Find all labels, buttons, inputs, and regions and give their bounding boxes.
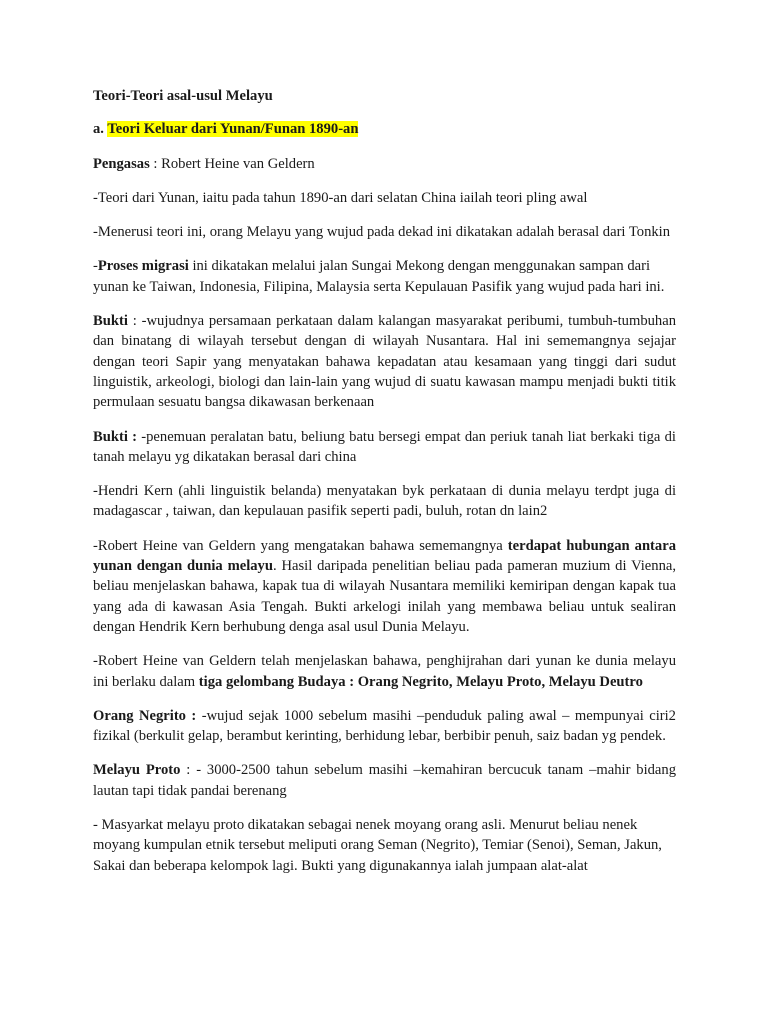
paragraph-bukti-1 (93, 311, 676, 412)
paragraph-menerusi-teori: -Menerusi teori ini, orang Melayu yang wujud pada dekad ini dikatakan adalah berasal dari Tonkin (93, 224, 671, 241)
orang-negrito-text: -wujud sejak 1000 sebelum masihi –penduduk paling awal – mempunyai ciri2 fizikal (berkulit gelap, berambut kerinting, berhidung lebar, berbibir penuh, saiz badan yg pendek. (93, 707, 676, 745)
robert-heine-1-text2: . Hasil daripada penelitian beliau pada pameran muzium di Vienna, beliau menjelaskan bahawa, kapak tua di wilayah Nusantara memiliki kemiripan dengan kapak tua yang ada di kawasan Asia Tengah. Bukti arkelogi inilah yang membawa beliau untuk sealiran dengan Hendrik Kern berhubung denga asal usul Dunia Melayu. (93, 558, 676, 635)
paragraph-masyarakat-proto: - Masyarkat melayu proto dikatakan sebagai nenek moyang orang asli. Menurut beliau nenek moyang kumpulan etnik tersebut meliputi orang Seman (Negrito), Temiar (Senoi), Seman, Jakun, Sakai dan beberapa kelompok lagi. Bukti yang digunakannya ialah jumpaan alat-alat (93, 817, 662, 874)
bukti-1-label: Bukti (93, 313, 128, 330)
melayu-proto-text: : - 3000-2500 tahun sebelum masihi –kemahiran bercucuk tanam –mahir bidang lautan tapi tidak pandai berenang (93, 762, 676, 799)
document-body (93, 86, 676, 890)
paragraph-proses-migrasi (93, 256, 676, 297)
section-a-label: a. (93, 121, 108, 138)
paragraph-hendri-kern: -Hendri Kern (ahli linguistik belanda) menyatakan byk perkataan di dunia melayu terdpt juga di madagascar , taiwan, dan kepulauan pasifik seperti padi, buluh, rotan dn lain2 (93, 483, 676, 520)
robert-heine-1-text1: -Robert Heine van Geldern yang mengatakan bahawa sememangnya (93, 537, 508, 554)
paragraph-robert-heine-1 (93, 536, 676, 637)
proses-prefix: - (93, 258, 98, 275)
document-title: Teori-Teori asal-usul Melayu (93, 88, 273, 104)
section-a-highlighted-heading: Teori Keluar dari Yunan/Funan 1890-an (107, 121, 359, 138)
paragraph-teori-yunan: -Teori dari Yunan, iaitu pada tahun 1890-an dari selatan China iailah teori pling awal (93, 189, 588, 206)
pengasas-name: Robert Heine van Geldern (161, 155, 315, 172)
paragraph-robert-heine-2 (93, 651, 676, 692)
pengasas-separator: : (149, 155, 162, 172)
melayu-proto-label: Melayu Proto (93, 762, 181, 779)
proses-migrasi-text: ini dikatakan melalui jalan Sungai Mekong dengan menggunakan sampan dari yunan ke Taiwan, Indonesia, Filipina, Malaysia serta Kepulauan Pasifik yang wujud pada hari ini. (93, 258, 665, 295)
bukti-2-label: Bukti : (93, 428, 142, 445)
paragraph-melayu-proto (93, 760, 676, 801)
bukti-1-text: : -wujudnya persamaan perkataan dalam kalangan masyarakat peribumi, tumbuh-tumbuhan dan binatang di wilayah tersebut dengan di wilayah Nusantara. Hal ini sememangnya sejajar dengan teori Sapir yang menyatakan bahawa kepadatan atau kesamaan yang tinggi dari sudut linguistik, arkeologi, biologi dan lain-lain yang wujud di suatu kawasan mampu menjadi bukti titik permulaan sesuatu bangsa dikawasan berkenaan (93, 313, 676, 411)
pengasas-label: Pengasas (93, 155, 150, 172)
proses-migrasi-bold: Proses migrasi (97, 258, 189, 275)
paragraph-bukti-2 (93, 427, 676, 468)
section-a-heading (93, 119, 676, 139)
bukti-2-text: -penemuan peralatan batu, beliung batu bersegi empat dan periuk tanah liat berkaki tiga di tanah melayu yg dikatakan berasal dari china (93, 428, 676, 465)
robert-heine-2-bold: tiga gelombang Budaya : Orang Negrito, Melayu Proto, Melayu Deutro (198, 673, 643, 690)
pengasas-line (93, 154, 676, 174)
robert-heine-2-text: -Robert Heine van Geldern telah menjelaskan bahawa, penghijrahan dari yunan ke dunia melayu ini berlaku dalam (93, 653, 676, 690)
paragraph-orang-negrito (93, 706, 676, 747)
robert-heine-1-bold: terdapat hubungan antara yunan dengan dunia melayu (93, 537, 676, 575)
orang-negrito-label: Orang Negrito : (93, 707, 202, 724)
